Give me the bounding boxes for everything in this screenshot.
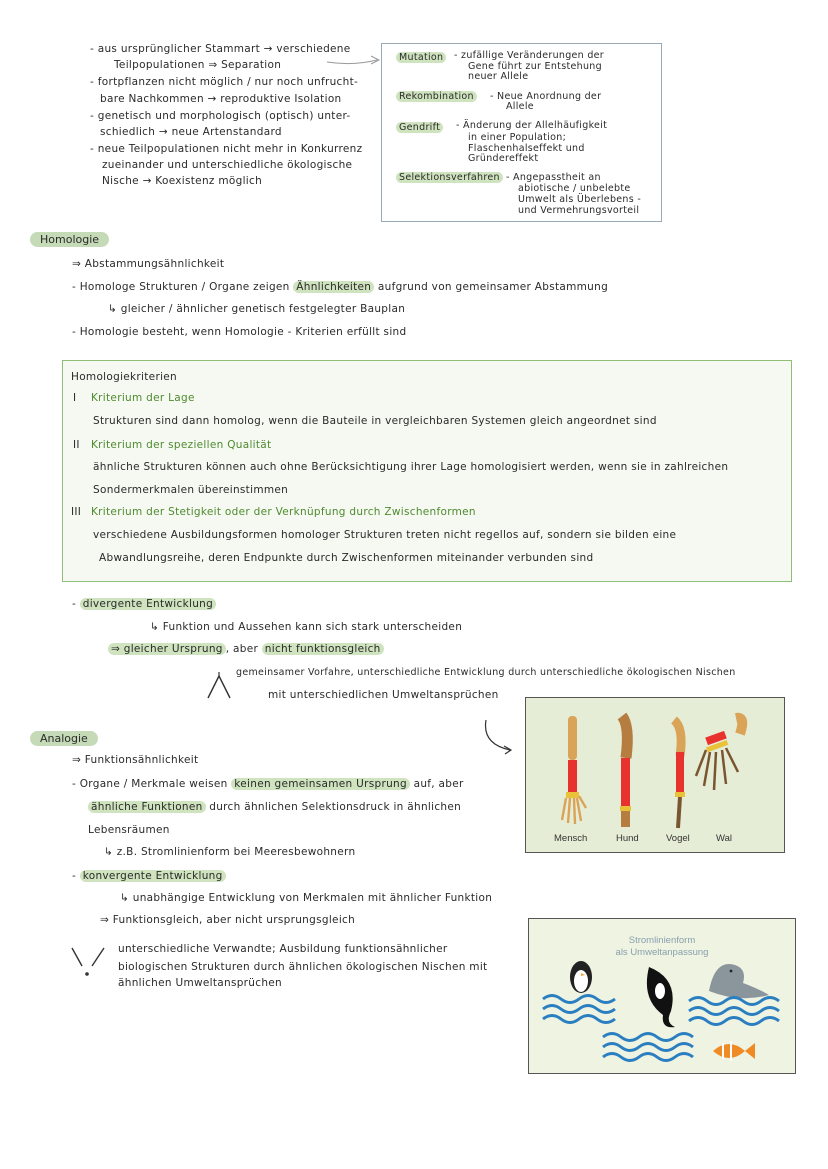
orca-icon bbox=[647, 967, 675, 1027]
analogie-line: ⇒ Funktionsähnlichkeit bbox=[72, 754, 199, 766]
analogie-line: unterschiedliche Verwandte; Ausbildung funktionsähnlicher bbox=[118, 943, 448, 955]
kriterium-number: II bbox=[73, 439, 80, 451]
limb-label: Wal bbox=[716, 833, 733, 844]
streamline-illustration bbox=[529, 919, 795, 1073]
seal-icon bbox=[709, 964, 769, 998]
desc-line: Flaschenhalseffekt und bbox=[468, 143, 585, 154]
analogie-line: Lebensräumen bbox=[88, 824, 170, 836]
kriterium-text: Strukturen sind dann homolog, wenn die Bauteile in vergleichbaren Systemen gleich angeordnet sind bbox=[93, 415, 657, 427]
kriterium-name: Kriterium der Lage bbox=[91, 392, 195, 404]
analogie-line: ähnlichen Umweltansprüchen bbox=[118, 977, 282, 989]
desc-line: in einer Population; bbox=[468, 132, 567, 143]
analogie-line: - Organe / Merkmale weisen keinen gemeinsamen Ursprung auf, aber bbox=[72, 778, 464, 790]
converging-arrows-icon bbox=[68, 944, 108, 980]
divergent-line: ↳ Funktion und Aussehen kann sich stark unterscheiden bbox=[150, 621, 463, 633]
term-selektion: Selektionsverfahren bbox=[396, 172, 503, 183]
desc-line: abiotische / unbelebte bbox=[518, 183, 631, 194]
desc-line: und Vermehrungsvorteil bbox=[518, 205, 640, 216]
human-arm-icon bbox=[562, 716, 586, 824]
term-gendrift: Gendrift bbox=[396, 122, 443, 133]
box-title: Homologiekriterien bbox=[71, 371, 177, 383]
analogie-line: ↳ unabhängige Entwicklung von Merkmalen mit ähnlicher Funktion bbox=[120, 892, 493, 904]
kriterium-name: Kriterium der Stetigkeit oder der Verknüpfung durch Zwischenformen bbox=[91, 506, 476, 518]
analogie-line: ↳ z.B. Stromlinienform bei Meeresbewohnern bbox=[104, 846, 356, 858]
note-line: Teilpopulationen ⇒ Separation bbox=[114, 59, 282, 71]
homologous-limbs-figure bbox=[525, 697, 785, 853]
note-line: - genetisch und morphologisch (optisch) unter- bbox=[90, 110, 351, 122]
section-tag-analogie: Analogie bbox=[30, 731, 98, 746]
analogie-line: ⇒ Funktionsgleich, aber nicht ursprungsgleich bbox=[100, 914, 356, 926]
kriterium-name: Kriterium der speziellen Qualität bbox=[91, 439, 272, 451]
note-line: - neue Teilpopulationen nicht mehr in Konkurrenz bbox=[90, 143, 363, 155]
desc-line: - Angepasstheit an bbox=[506, 172, 601, 183]
homologie-line: ⇒ Abstammungsähnlichkeit bbox=[72, 258, 225, 270]
fish-icon bbox=[713, 1041, 755, 1061]
homologie-line: - Homologe Strukturen / Organe zeigen Ähnlichkeiten aufgrund von gemeinsamer Abstammung bbox=[72, 281, 609, 293]
desc-line: - zufällige Veränderungen der bbox=[454, 50, 605, 61]
homologiekriterien-box bbox=[62, 360, 792, 582]
limbs-illustration bbox=[526, 698, 784, 852]
term-rekombination: Rekombination bbox=[396, 91, 477, 102]
homologie-line: - Homologie besteht, wenn Homologie - Kriterien erfüllt sind bbox=[72, 326, 407, 338]
penguin-icon bbox=[570, 961, 592, 993]
dog-leg-icon bbox=[620, 716, 631, 827]
evolution-factors-box bbox=[381, 43, 662, 222]
divergent-title: - divergente Entwicklung bbox=[72, 597, 216, 612]
note-line: bare Nachkommen → reproduktive Isolation bbox=[100, 93, 342, 105]
kriterium-number: III bbox=[71, 506, 82, 518]
kriterium-text: verschiedene Ausbildungsformen homologer Strukturen treten nicht regellos auf, sondern sie bilden eine bbox=[93, 529, 677, 541]
term-mutation: Mutation bbox=[396, 52, 446, 63]
connector-arrow-icon bbox=[325, 52, 385, 68]
desc-line: Umwelt als Überlebens - bbox=[518, 194, 642, 205]
divergent-line: ⇒ gleicher Ursprung , aber nicht funktionsgleich bbox=[108, 642, 384, 657]
desc-line: - Änderung der Allelhäufigkeit bbox=[456, 120, 608, 131]
section-tag-homologie: Homologie bbox=[30, 232, 109, 247]
note-line: zueinander und unterschiedliche ökologische bbox=[102, 159, 353, 171]
limb-label: Vogel bbox=[666, 833, 690, 844]
desc-line: Allele bbox=[506, 101, 534, 112]
kriterium-text: Sondermerkmalen übereinstimmen bbox=[93, 484, 289, 496]
homologie-line: ↳ gleicher / ähnlicher genetisch festgelegter Bauplan bbox=[108, 303, 406, 315]
limb-label: Mensch bbox=[554, 833, 588, 844]
analogie-line: ähnliche Funktionen durch ähnlichen Selektionsdruck in ähnlichen bbox=[88, 800, 461, 815]
note-line: - aus ursprünglicher Stammart → verschiedene bbox=[90, 43, 351, 55]
desc-line: neuer Allele bbox=[468, 71, 529, 82]
desc-line: Gründereffekt bbox=[468, 153, 539, 164]
note-line: - fortpflanzen nicht möglich / nur noch unfrucht- bbox=[90, 76, 359, 88]
limb-label: Hund bbox=[616, 833, 639, 844]
bird-wing-icon bbox=[674, 720, 685, 828]
desc-line: Gene führt zur Entstehung bbox=[468, 61, 602, 72]
branching-icon bbox=[204, 668, 234, 702]
whale-flipper-icon bbox=[696, 718, 742, 790]
kriterium-text: ähnliche Strukturen können auch ohne Berücksichtigung ihrer Lage homologisiert werden, wenn sie in zahlreichen bbox=[93, 461, 729, 473]
highlight: Ähnlichkeiten bbox=[293, 281, 374, 293]
curved-arrow-icon bbox=[480, 716, 516, 756]
note-line: schiedlich → neue Artenstandard bbox=[100, 126, 282, 138]
analogie-line: biologischen Strukturen durch ähnlichen ökologischen Nischen mit bbox=[118, 961, 488, 973]
figure-title: als Umweltanpassung bbox=[615, 947, 709, 958]
streamline-figure bbox=[528, 918, 796, 1074]
figure-title: Stromlinienform bbox=[628, 935, 696, 946]
note-line: Nische → Koexistenz möglich bbox=[102, 175, 263, 187]
divergent-line: gemeinsamer Vorfahre, unterschiedliche Entwicklung durch unterschiedliche ökologischen Nischen bbox=[236, 667, 736, 678]
analogie-line: - konvergente Entwicklung bbox=[72, 869, 226, 884]
divergent-line: mit unterschiedlichen Umweltansprüchen bbox=[268, 689, 499, 701]
desc-line: - Neue Anordnung der bbox=[490, 91, 602, 102]
kriterium-number: I bbox=[73, 392, 77, 404]
kriterium-text: Abwandlungsreihe, deren Endpunkte durch Zwischenformen miteinander verbunden sind bbox=[99, 552, 594, 564]
